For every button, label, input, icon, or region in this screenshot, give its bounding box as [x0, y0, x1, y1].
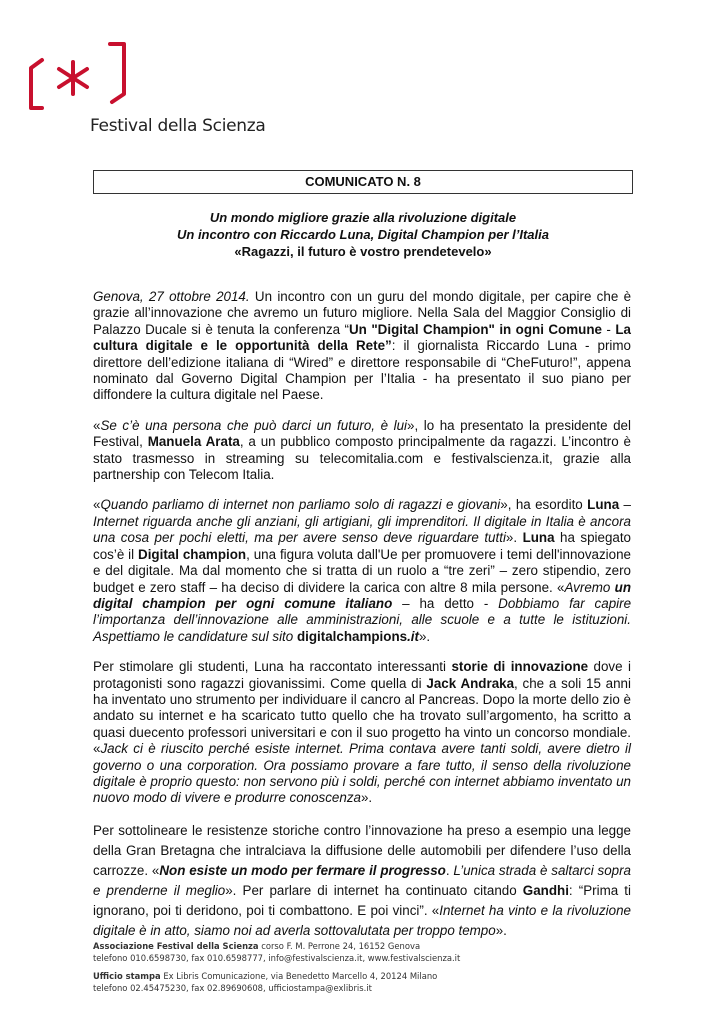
text: Per sottolineare le resistenze storiche contro l’innovazione ha preso a esempio una legge della Gran Bretagna che intralciava la diffusione delle automobili per difendere l’uso della carrozze. «: [93, 822, 631, 878]
paragraph-4: [93, 659, 631, 807]
text: Per stimolare gli studenti, Luna ha raccontato interessanti: [93, 659, 452, 675]
press-office-name: Ufficio stampa: [93, 971, 161, 981]
footer-contacts: [93, 940, 653, 994]
text: , che a soli 15 anni ha inventato uno strumento per individuare il cancro al Pancreas. Dopo la morte dello zio è andato su internet e ha scaricato tutto quello che ha trovato sull’argomento, ha scritto a quasi duecento professori universitari e con il suo progetto ha vinto un concorso mondiale. «: [93, 675, 631, 757]
text: : “Prima ti ignorano, poi ti deridono, poi ti combattono. E poi vinci”. «: [93, 882, 631, 918]
person-name: Jack Andraka: [426, 675, 515, 691]
text: –: [619, 497, 632, 513]
text: , a un pubblico composto principalmente da ragazzi. L’incontro è stato trasmesso in streaming su telecomitalia.com e festivalscienza.it, grazie alla partnership con Telecom Italia.: [93, 434, 631, 483]
text: ». Per parlare di internet ha continuato citando: [225, 882, 523, 898]
text: – ha detto -: [392, 595, 499, 611]
text: ».: [418, 628, 431, 644]
association-address: corso F. M. Perrone 24, 16152 Genova: [258, 941, 421, 951]
text: », ha esordito: [500, 497, 588, 513]
website-tld: .it: [407, 628, 419, 644]
text: Un incontro con un guru del mondo digitale, per capire che è grazie all’innovazione che avremo un futuro migliore. Nella Sala del Maggior Consiglio di Palazzo Ducale si è tenuta la conferenza “: [93, 289, 632, 337]
dateline: Genova, 27 ottobre 2014.: [93, 289, 250, 304]
text: ».: [505, 530, 523, 546]
paragraph-5: [93, 821, 631, 941]
communique-number: COMUNICATO N. 8: [93, 170, 633, 194]
association-line: [93, 940, 653, 952]
conference-title: Un "Digital Champion" in ogni Comune: [349, 321, 602, 337]
quote-emphasis: un digital champion per ogni comune italiano: [93, 579, 631, 611]
press-office-contacts: telefono 02.45475230, fax 02.89690608, ufficiostampa@exlibris.it: [93, 983, 372, 993]
quote: Jack ci è riuscito perché esiste internet. Prima contava avere tanti soldi, avere dietro il governo o una corporation. Ora possiamo provare a fare tutto, il senso della rivoluzione digitale è proprio questo: non servono più i soldi, perché con internet abbiamo inventato un nuovo modo di vivere e produrre conoscenza: [93, 741, 631, 806]
person-name: Gandhi: [522, 882, 569, 898]
conference-subtitle: La cultura digitale e le opportunità della Rete”: [93, 321, 631, 354]
press-office-address: Ex Libris Comunicazione, via Benedetto Marcello 4, 20124 Milano: [160, 971, 438, 981]
article-body: [93, 289, 631, 955]
quote: Internet ha vinto e la rivoluzione digitale è in atto, siamo noi ad averla sottovalutata per troppo tempo: [93, 902, 632, 938]
text: dove i protagonisti sono ragazzi giovanissimi. Come quella di: [93, 659, 631, 691]
association-contacts: telefono 010.6598730, fax 010.6598777, info@festivalscienza.it, www.festivalscienza.it: [93, 953, 461, 963]
headline: [93, 209, 633, 260]
text: : il giornalista Riccardo Luna - primo direttore dell’edizione italiana di “Wired” e direttore responsabile di “CheFuturo!”, appena nominato dal Governo Digital Champion per l’Italia - ha presentato il suo piano per diffondere la cultura digitale nel Paese.: [93, 338, 631, 403]
text: , una figura voluta dall'Ue per promuovere i temi dell'innovazione e del digitale. Ma dal momento che si tratta di un ruolo a “tre zeri” – zero stipendio, zero budget e zero staff – ha deciso di dividere la carica con altre 8 mila persone. «: [93, 546, 631, 595]
association-name: Associazione Festival della Scienza: [93, 941, 259, 951]
press-office-line: [93, 970, 653, 982]
headline-line-1: Un mondo migliore grazie alla rivoluzione digitale: [209, 210, 517, 225]
quote: L’unica strada è saltarci sopra e prenderne il meglio: [93, 862, 631, 898]
quote: Internet riguarda anche gli anziani, gli artigiani, gli imprenditori. Il digitale in Italia è ancora una cosa per pochi eletti, ma per avere senso deve riguardare tutti: [93, 513, 631, 546]
emphasis: storie di innovazione: [451, 659, 589, 675]
quote: Avremo: [564, 579, 615, 595]
festival-logo: [28, 36, 266, 146]
text: .: [445, 862, 454, 878]
person-name: Luna: [587, 497, 620, 513]
role-name: Digital champion: [138, 546, 247, 562]
website: digitalchampions: [296, 628, 408, 644]
quote: Dobbiamo far capire l’importanza dell’innovazione alle amministrazioni, alle scuole e a tutte le istituzioni. Aspettiamo le candidature sul sito: [93, 595, 632, 644]
headline-line-2: Un incontro con Riccardo Luna, Digital Champion per l’Italia: [177, 227, 549, 242]
paragraph-2: [93, 418, 631, 484]
bracket-asterisk-logo-icon: [28, 36, 148, 116]
text: «: [93, 497, 101, 513]
quote: Quando parliamo di internet non parliamo solo di ragazzi e giovani: [100, 497, 501, 513]
text: ha spiegato cos’è il: [93, 530, 632, 562]
text: ».: [360, 790, 373, 806]
quote: Se c’è una persona che può darci un futuro, è lui: [100, 417, 407, 433]
text: », lo ha presentato la presidente del Festival,: [93, 417, 631, 450]
paragraph-3: [93, 497, 631, 645]
text: «: [93, 417, 101, 433]
person-name: Luna: [522, 530, 555, 546]
headline-line-3: «Ragazzi, il futuro è vostro prendetevelo»: [234, 244, 492, 259]
text: ».: [495, 922, 507, 938]
quote-emphasis: Non esiste un modo per fermare il progresso: [159, 862, 446, 878]
paragraph-1: [93, 289, 631, 404]
brand-name: Festival della Scienza: [90, 116, 266, 136]
person-name: Manuela Arata: [147, 434, 240, 450]
text: -: [601, 321, 616, 337]
